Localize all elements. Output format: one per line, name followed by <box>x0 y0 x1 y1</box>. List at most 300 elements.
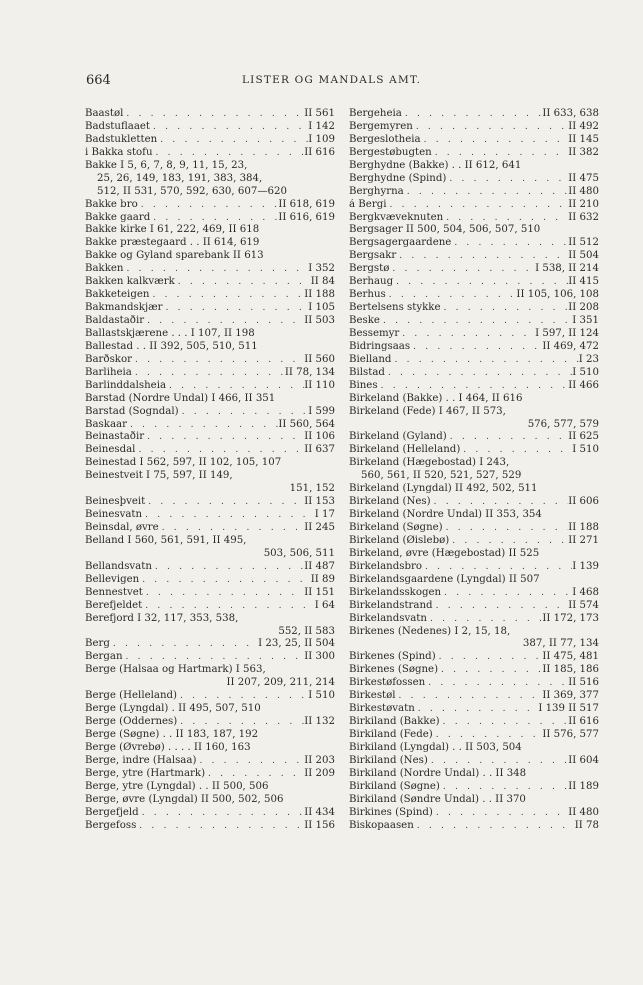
index-entry <box>85 509 335 522</box>
entry-page-ref: II 110 <box>304 379 335 391</box>
entry-term: Bellevigen <box>85 573 140 585</box>
index-entry <box>85 419 335 432</box>
entry-page-ref: II 209 <box>304 767 335 779</box>
entry-page-ref: I 17 <box>314 509 335 521</box>
entry-page-ref: II 145 <box>568 133 599 145</box>
entry-term: Bakke kirke I 61, 222, 469, II 618 <box>85 224 260 236</box>
entry-term: Beinastaðir <box>85 431 145 443</box>
index-entry <box>349 535 599 548</box>
entry-term: Bergkvæveknuten <box>349 211 444 223</box>
index-entry <box>85 600 335 613</box>
entry-term: Birkelandsgaardene (Lyngdal) II 507 <box>349 573 540 585</box>
dot-leader <box>389 263 535 276</box>
entry-term: Barstad (Sogndal) <box>85 405 179 417</box>
entry-term: Bakmandskjær <box>85 302 163 314</box>
dot-leader <box>413 121 568 134</box>
dot-leader <box>150 212 278 225</box>
entry-term: Birkiland (Nordre Undal) . . II 348 <box>349 767 527 779</box>
entry-term: Berge (Lyngdal) . II 495, 507, 510 <box>85 703 261 715</box>
entry-term: Birkeland (Søgne) <box>349 522 443 533</box>
entry-term: Berge (Halsaa og Hartmark) I 563, <box>85 664 266 676</box>
dot-leader <box>127 419 278 432</box>
dot-leader <box>432 147 569 160</box>
entry-page-ref: II 89 <box>310 573 335 585</box>
entry-term: Baastøl <box>85 108 124 119</box>
dot-leader <box>386 199 568 212</box>
index-entry <box>85 263 335 276</box>
entry-term: Berge (Helleland) <box>85 690 177 702</box>
entry-page-ref: II 487 <box>304 560 335 572</box>
index-entry <box>85 703 335 716</box>
dot-leader <box>380 315 572 328</box>
entry-page-ref: II 469, 472 <box>542 340 599 352</box>
entry-term: Bakke gaard <box>85 211 151 223</box>
entry-term: Birkeland (Øislebø) <box>349 534 450 546</box>
index-entry <box>349 354 599 367</box>
index-entry <box>85 289 335 302</box>
entry-page-ref: II 492 <box>568 120 599 132</box>
dot-leader <box>205 768 304 781</box>
entry-term: Barliheia <box>85 366 132 378</box>
entry-page-ref: II 185, 186 <box>542 664 599 676</box>
dot-leader <box>110 638 258 651</box>
dot-leader <box>153 147 305 160</box>
index-entry <box>85 807 335 820</box>
index-entry <box>349 703 599 716</box>
entry-term: Berge (Øvrebø) . . . . II 160, 163 <box>85 741 251 753</box>
index-entry <box>85 341 335 354</box>
entry-page-ref: 151, 152 <box>289 483 335 495</box>
index-entry <box>349 276 599 289</box>
entry-term: Beinesvatn <box>85 509 143 521</box>
entry-term: Beinsdal, øvre <box>85 522 159 533</box>
index-entry <box>349 134 599 147</box>
dot-leader <box>378 380 569 393</box>
dot-leader <box>443 522 569 535</box>
entry-term: á Bergi <box>349 198 387 210</box>
index-entry <box>349 587 599 600</box>
index-entry <box>349 444 599 457</box>
entry-term: Berghydne (Spind) <box>349 172 447 184</box>
index-entry <box>85 574 335 587</box>
entry-page-ref: II 245 <box>304 522 335 533</box>
entry-page-ref: II 576, 577 <box>542 729 599 740</box>
index-entry <box>85 380 335 393</box>
entry-term: Bakken kalkværk <box>85 276 175 288</box>
index-entry <box>85 199 335 212</box>
index-entry <box>349 147 599 160</box>
entry-term: Bines <box>349 379 378 391</box>
dot-leader <box>433 729 543 742</box>
dot-leader <box>163 302 309 315</box>
entry-term: Berge, øvre (Lyngdal) II 500, 502, 506 <box>85 793 284 805</box>
entry-page-ref: 552, II 583 <box>278 625 335 637</box>
entry-page-ref: II 466 <box>568 379 599 391</box>
index-entry <box>349 457 599 470</box>
entry-term: Beinesdal <box>85 444 136 456</box>
entry-page-ref: II 503 <box>304 315 335 326</box>
entry-term: Baskaar <box>85 418 127 430</box>
dot-leader <box>142 509 315 522</box>
entry-term: Bergstø <box>349 263 390 275</box>
dot-leader <box>136 820 304 833</box>
index-entry <box>349 496 599 509</box>
index-entry <box>85 444 335 457</box>
entry-term: Berghyrna <box>349 185 404 197</box>
index-entry <box>85 561 335 574</box>
dot-leader <box>139 807 305 820</box>
entry-term: Birkeland, øvre (Hægebostad) II 525 <box>349 547 540 559</box>
entry-term: Bakke bro <box>85 198 138 210</box>
entry-page-ref: I 510 <box>572 444 599 456</box>
dot-leader <box>428 755 568 768</box>
dot-leader <box>396 690 543 703</box>
entry-page-ref: II 84 <box>310 276 335 288</box>
entry-term: Bilstad <box>349 366 385 378</box>
entry-page-ref: II 189 <box>568 780 599 792</box>
entry-term: Bergsagergaardene <box>349 237 452 249</box>
dot-leader <box>166 380 304 393</box>
index-entry <box>349 522 599 535</box>
dot-leader <box>422 561 572 574</box>
dot-leader <box>144 431 304 444</box>
index-entry <box>349 716 599 729</box>
dot-leader <box>177 716 304 729</box>
entry-term: Bakke I 5, 6, 7, 8, 9, 11, 15, 23, <box>85 159 248 171</box>
entry-page-ref: II 172, 173 <box>542 612 599 624</box>
entry-page-ref: I 468 <box>572 586 599 598</box>
entry-page-ref: II 616 <box>304 146 335 158</box>
dot-leader <box>440 781 568 794</box>
entry-page-ref: I 23 <box>578 353 599 365</box>
entry-term: i Bakka stofu <box>85 146 153 158</box>
dot-leader <box>443 212 568 225</box>
entry-term: Birkelandstrand <box>349 599 433 611</box>
entry-page-ref: II 203 <box>304 754 335 766</box>
entry-term: Berge, ytre (Hartmark) <box>85 767 206 779</box>
entry-page-ref: I 538, II 214 <box>535 263 599 275</box>
entry-page-ref: II 616, 619 <box>278 211 335 223</box>
index-entry <box>85 160 335 173</box>
index-entry <box>349 199 599 212</box>
index-entry <box>85 651 335 664</box>
index-entry <box>85 742 335 755</box>
dot-leader <box>440 716 569 729</box>
entry-page-ref: I 510 <box>308 690 335 702</box>
dot-leader <box>123 108 304 121</box>
entry-term: Berge, ytre (Lyngdal) . . II 500, 506 <box>85 780 269 792</box>
dot-leader <box>402 108 542 121</box>
entry-term: Berg <box>85 638 110 650</box>
index-entry <box>349 186 599 199</box>
entry-term: Baldastaðir <box>85 315 145 326</box>
index-entry <box>85 147 335 160</box>
index-entry <box>349 638 599 651</box>
entry-term: Bellandsvatn <box>85 560 152 572</box>
entry-page-ref: II 369, 377 <box>542 690 599 702</box>
dot-leader <box>144 315 304 328</box>
entry-page-ref: II 105, 106, 108 <box>516 289 599 301</box>
index-entry <box>85 626 335 639</box>
entry-page-ref: I 105 <box>308 302 335 314</box>
entry-page-ref: II 271 <box>568 534 599 546</box>
dot-leader <box>410 341 542 354</box>
entry-term: Birkestøfossen <box>349 677 426 689</box>
index-entry <box>85 367 335 380</box>
dot-leader <box>451 237 568 250</box>
dot-leader <box>179 406 309 419</box>
index-entry <box>85 354 335 367</box>
entry-page-ref: II 480 <box>568 806 599 818</box>
entry-term: Barstad (Nordre Undal) I 466, II 351 <box>85 392 276 404</box>
entry-term: Birkiland (Søgne) <box>349 780 440 792</box>
entry-page-ref: II 210 <box>568 198 599 210</box>
entry-term: Bergsager II 500, 504, 506, 507, 510 <box>349 224 541 236</box>
index-entry <box>85 108 335 121</box>
dot-leader <box>427 613 542 626</box>
entry-page-ref: II 616 <box>568 716 599 728</box>
entry-term: Beinesþveit <box>85 496 146 508</box>
dot-leader <box>196 755 304 768</box>
dot-leader <box>177 690 308 703</box>
entry-page-ref: I 597, II 124 <box>535 327 599 339</box>
entry-page-ref: II 480 <box>568 185 599 197</box>
dot-leader <box>425 677 568 690</box>
entry-term: Birkestøl <box>349 690 396 702</box>
dot-leader <box>135 444 304 457</box>
dot-leader <box>460 444 572 457</box>
entry-term: Beinestveit I 75, 597, II 149, <box>85 470 233 482</box>
entry-term: Bergeslotheia <box>349 133 421 145</box>
entry-page-ref: II 637 <box>304 444 335 456</box>
entry-term: Birkelandsvatn <box>349 612 427 624</box>
index-entry <box>85 431 335 444</box>
index-entry <box>349 626 599 639</box>
entry-term: Birkenes (Spind) <box>349 651 436 663</box>
entry-page-ref: I 142 <box>308 120 335 132</box>
entry-term: Bergefoss <box>85 819 137 831</box>
dot-leader <box>385 367 572 380</box>
index-entry <box>85 302 335 315</box>
entry-page-ref: I 139 <box>572 560 599 572</box>
entry-page-ref: II 516 <box>568 677 599 689</box>
entry-term: Bennestvet <box>85 586 143 598</box>
entry-term: Belland I 560, 561, 591, II 495, <box>85 534 247 546</box>
index-entry <box>349 431 599 444</box>
entry-term: Barlinddalsheia <box>85 379 167 391</box>
entry-page-ref: II 633, 638 <box>542 108 599 119</box>
dot-leader <box>436 651 543 664</box>
entry-term: Berefjord I 32, 117, 353, 538, <box>85 612 239 624</box>
dot-leader <box>150 121 308 134</box>
index-entry <box>85 276 335 289</box>
dot-leader <box>447 431 569 444</box>
index-entry <box>349 820 599 833</box>
index-entry <box>85 690 335 703</box>
index-entry <box>85 781 335 794</box>
entry-term: Berge, indre (Halsaa) <box>85 754 197 766</box>
index-entry <box>85 237 335 250</box>
index-entry <box>85 250 335 263</box>
index-entry <box>85 483 335 496</box>
index-entry <box>349 677 599 690</box>
entry-term: Birkeland (Hægebostad) I 243, <box>349 457 510 469</box>
entry-term: Bergemyren <box>349 120 413 132</box>
entry-page-ref: II 382 <box>568 146 599 158</box>
dot-leader <box>446 173 568 186</box>
entry-term: Bakke præstegaard . . II 614, 619 <box>85 237 260 249</box>
entry-term: Bielland <box>349 353 392 365</box>
entry-term: Birkeland (Bakke) . . I 464, II 616 <box>349 392 523 404</box>
index-entry <box>85 134 335 147</box>
entry-page-ref: II 188 <box>304 289 335 301</box>
index-entry <box>349 613 599 626</box>
dot-leader <box>139 574 311 587</box>
entry-term: Bakken <box>85 263 124 275</box>
entry-term: Badstukletten <box>85 133 158 145</box>
entry-page-ref: I 139 II 517 <box>538 703 599 715</box>
page-number: 664 <box>86 73 111 88</box>
page-header <box>0 73 643 89</box>
entry-page-ref: I 510 <box>572 366 599 378</box>
entry-page-ref: II 574 <box>568 599 599 611</box>
entry-term: Berhaug <box>349 276 394 288</box>
index-column-left <box>85 108 335 833</box>
entry-term: Birkiland (Nes) <box>349 754 428 766</box>
entry-page-ref: I 64 <box>314 599 335 611</box>
index-entry <box>85 768 335 781</box>
index-entry <box>349 600 599 613</box>
index-entry <box>349 173 599 186</box>
entry-term: Bergan <box>85 651 123 663</box>
entry-term: Bergeheia <box>349 108 402 119</box>
entry-term: Biskopaasen <box>349 819 414 831</box>
index-entry <box>349 160 599 173</box>
index-entry <box>349 263 599 276</box>
dot-leader <box>142 600 314 613</box>
index-entry <box>85 406 335 419</box>
dot-leader <box>138 199 279 212</box>
dot-leader <box>386 289 517 302</box>
dot-leader <box>421 134 569 147</box>
entry-term: Berge (Oddernes) <box>85 716 178 728</box>
dot-leader <box>414 820 575 833</box>
index-entry <box>85 173 335 186</box>
index-entry <box>85 664 335 677</box>
entry-page-ref: II 606 <box>568 496 599 508</box>
entry-term: Bakke og Gyland sparebank II 613 <box>85 250 264 262</box>
dot-leader <box>175 276 311 289</box>
dot-leader <box>132 354 304 367</box>
dot-leader <box>145 496 304 509</box>
index-entry <box>349 108 599 121</box>
entry-term: Birkines (Spind) <box>349 806 433 818</box>
dot-leader <box>143 587 304 600</box>
dot-leader <box>391 354 578 367</box>
entry-page-ref: I 352 <box>308 263 335 275</box>
entry-page-ref: II 188 <box>568 522 599 533</box>
entry-page-ref: 503, 506, 511 <box>263 547 335 559</box>
entry-term: Badstuflaaet <box>85 120 151 132</box>
dot-leader <box>396 250 568 263</box>
entry-term: Berefjeldet <box>85 599 143 611</box>
entry-page-ref: II 415 <box>568 276 599 288</box>
entry-term: 25, 26, 149, 183, 191, 383, 384, <box>97 172 263 184</box>
index-entry <box>349 237 599 250</box>
entry-term: Birkiland (Bakke) <box>349 716 440 728</box>
entry-term: Bessemyr <box>349 327 400 339</box>
entry-page-ref: II 153 <box>304 496 335 508</box>
entry-term: Ballastskjærene . . . I 107, II 198 <box>85 327 255 339</box>
dot-leader <box>159 522 305 535</box>
index-entry <box>349 729 599 742</box>
entry-term: Birkenes (Søgne) <box>349 664 439 676</box>
entry-term: Birkeland (Lyngdal) II 492, 502, 511 <box>349 483 538 495</box>
entry-term: Birkelandsskogen <box>349 586 442 598</box>
entry-page-ref: II 560, 564 <box>278 418 335 430</box>
index-entry <box>85 470 335 483</box>
entry-term: Beske <box>349 315 380 326</box>
index-entry <box>349 561 599 574</box>
dot-leader <box>152 561 304 574</box>
index-entry <box>349 509 599 522</box>
entry-term: Bidringsaas <box>349 340 411 352</box>
entry-term: Bergsakr <box>349 250 397 262</box>
dot-leader <box>157 134 308 147</box>
entry-term: Bertelsens stykke <box>349 302 441 314</box>
entry-term: Birkeland (Nes) <box>349 496 431 508</box>
index-entry <box>349 664 599 677</box>
dot-leader <box>431 496 569 509</box>
index-entry <box>349 755 599 768</box>
entry-term: Birkiland (Fede) <box>349 729 433 740</box>
entry-page-ref: II 504 <box>568 250 599 262</box>
entry-term: Berhus <box>349 289 386 301</box>
entry-term: Birkestøvatn <box>349 703 415 715</box>
index-entry <box>349 328 599 341</box>
entry-page-ref: 387, II 77, 134 <box>522 638 599 650</box>
dot-leader <box>149 289 304 302</box>
index-entry <box>349 315 599 328</box>
index-entry <box>85 535 335 548</box>
index-entry <box>349 289 599 302</box>
index-entry <box>349 302 599 315</box>
dot-leader <box>399 328 535 341</box>
index-entry <box>349 651 599 664</box>
dot-leader <box>441 302 569 315</box>
index-entry <box>85 315 335 328</box>
index-entry <box>85 613 335 626</box>
index-entry <box>349 470 599 483</box>
entry-term: Berge (Søgne) . . II 183, 187, 192 <box>85 729 259 740</box>
entry-page-ref: I 351 <box>572 315 599 326</box>
dot-leader <box>433 807 568 820</box>
index-entry <box>85 794 335 807</box>
entry-page-ref: II 106 <box>304 431 335 443</box>
entry-term: Birkiland (Søndre Undal) . . II 370 <box>349 793 526 805</box>
dot-leader <box>438 664 542 677</box>
index-entry <box>85 186 335 199</box>
index-entry <box>349 250 599 263</box>
index-entry <box>349 367 599 380</box>
dot-leader <box>415 703 539 716</box>
entry-page-ref: II 156 <box>304 819 335 831</box>
entry-page-ref: II 475, 481 <box>542 651 599 663</box>
entry-term: Bergefjeld <box>85 806 139 818</box>
entry-term: Birkenes (Nedenes) I 2, 15, 18, <box>349 625 511 637</box>
index-entry <box>85 224 335 237</box>
index-entry <box>349 212 599 225</box>
